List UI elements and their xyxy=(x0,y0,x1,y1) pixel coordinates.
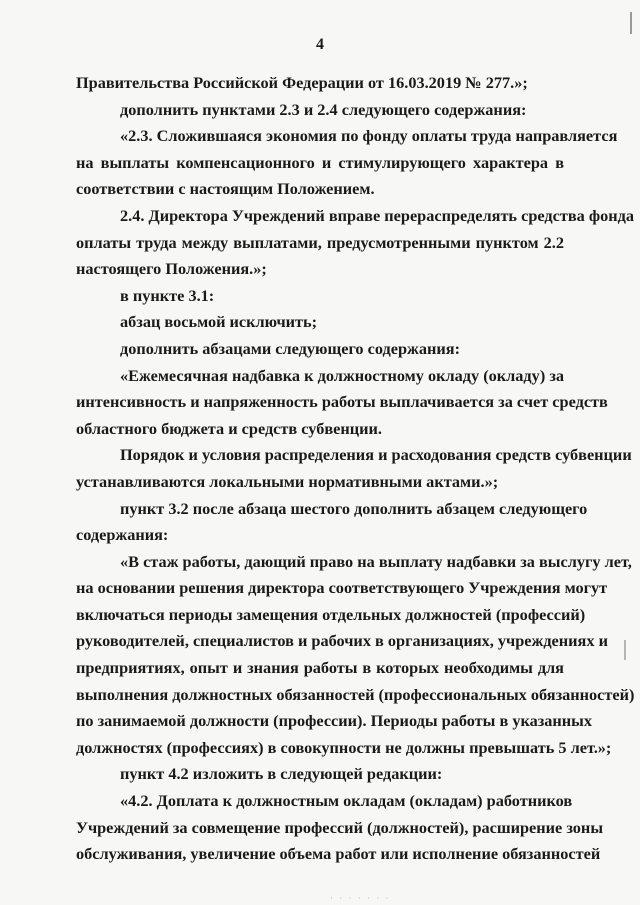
text-line: пункт 3.2 после абзаца шестого дополнить абзацем следующего xyxy=(120,498,588,518)
text-line: 2.4. Директора Учреждений вправе перераспределять средства фонда xyxy=(120,205,635,225)
text-line: «4.2. Доплата к должностным окладам (окладам) работников xyxy=(120,791,573,811)
text-line: областного бюджета и средств субвенции. xyxy=(76,418,382,438)
text-line: устанавливаются локальными нормативными актами.»; xyxy=(76,471,499,491)
text-line: настоящего Положения.»; xyxy=(76,259,267,279)
text-line: абзац восьмой исключить; xyxy=(120,312,318,332)
text-line: «Ежемесячная надбавка к должностному окладу (окладу) за xyxy=(120,365,564,385)
text-line: дополнить абзацами следующего содержания: xyxy=(120,338,460,358)
text-line: Учреждений за совмещение профессий (должностей), расширение зоны xyxy=(76,817,604,837)
document-body xyxy=(76,70,635,868)
text-line: «2.3. Сложившаяся экономия по фонду оплаты труда направляется xyxy=(120,126,618,146)
text-line: оплаты труда между выплатами, предусмотренными пунктом 2.2 xyxy=(76,232,564,252)
scan-mark xyxy=(630,12,632,34)
text-line: обслуживания, увеличение объема работ или исполнение обязанностей xyxy=(76,844,601,864)
text-line: руководителей, специалистов и рабочих в организациях, учреждениях и xyxy=(76,631,608,651)
text-line: на основании решения директора соответствующего Учреждения могут xyxy=(76,578,608,598)
text-line: «В стаж работы, дающий право на выплату надбавки за выслугу лет, xyxy=(120,551,632,571)
text-line: по занимаемой должности (профессии). Периоды работы в указанных xyxy=(76,711,593,731)
text-line: на выплаты компенсационного и стимулирующего характера в xyxy=(76,152,564,172)
text-line: пункт 4.2 изложить в следующей редакции: xyxy=(120,764,443,784)
text-line: содержания: xyxy=(76,525,169,545)
text-line: Порядок и условия распределения и расходования средств субвенции xyxy=(120,445,632,465)
text-line: выполнения должностных обязанностей (профессиональных обязанностей) xyxy=(76,684,635,704)
scan-mark xyxy=(624,640,626,660)
text-line: соответствии с настоящим Положением. xyxy=(76,179,375,199)
scan-artifact: · · · · · · · xyxy=(330,893,391,903)
text-line: интенсивность и напряженность работы выплачивается за счет средств xyxy=(76,392,608,412)
page-number: 4 xyxy=(316,36,324,53)
text-line: дополнить пунктами 2.3 и 2.4 следующего содержания: xyxy=(120,99,527,119)
text-line: должностях (профессиях) в совокупности не должны превышать 5 лет.»; xyxy=(76,737,612,757)
text-line: включаться периоды замещения отдельных должностей (профессий) xyxy=(76,604,586,624)
text-line: Правительства Российской Федерации от 16.03.2019 № 277.»; xyxy=(76,73,528,92)
text-line: предприятиях, опыт и знания работы в которых необходимы для xyxy=(76,658,564,678)
text-line: в пункте 3.1: xyxy=(120,285,215,305)
